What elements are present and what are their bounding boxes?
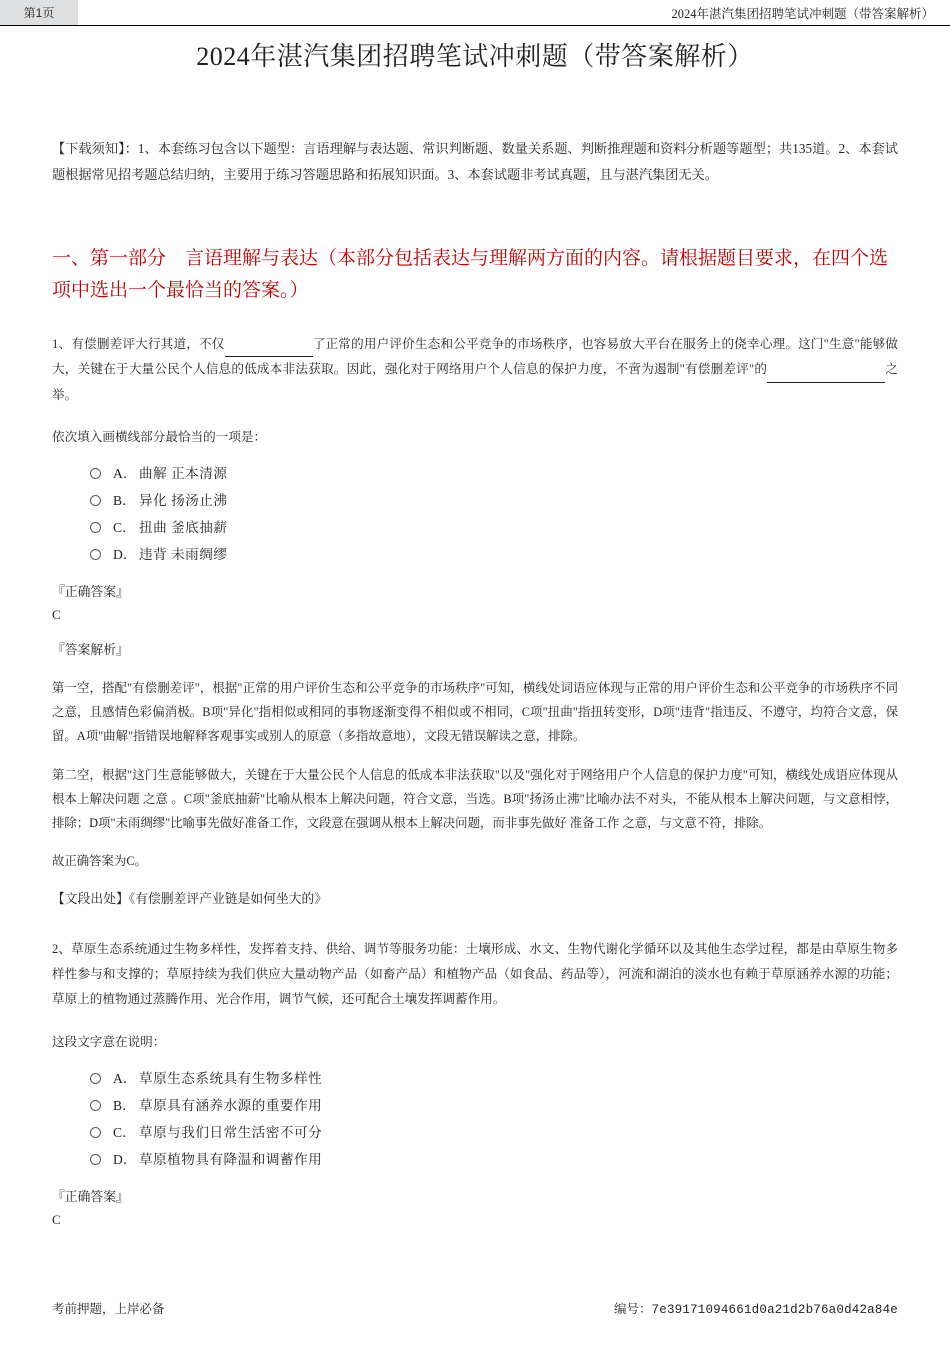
option-c-text: 扭曲 釜底抽薪 — [139, 520, 228, 536]
option-d-text: 违背 未雨绸缪 — [139, 547, 228, 563]
section-heading: 一、第一部分 言语理解与表达（本部分包括表达与理解两方面的内容。请根据题目要求，在四个选项中选出一个最恰当的答案。） — [52, 248, 889, 301]
question-2-answer-label: 『正确答案』 — [52, 1190, 129, 1205]
question-1-blank-2 — [767, 370, 885, 383]
radio-icon[interactable] — [90, 549, 101, 560]
question-2-stem-text: 草原生态系统通过生物多样性，发挥着支持、供给、调节等服务功能：土壤形成、水文、生物代谢化学循环以及其他生态学过程，都是由草原生物多样性参与和支撑的；草原持续为我们供应大量动物产品（如畜产品）和植物产品（如食品、药品等），河流和湖泊的淡水也有赖于草原涵养水源的功能；草原上的植物通过蒸腾作用、光合作用，调节气候，还可配合土壤发挥调蓄作用。 — [52, 942, 899, 1007]
question-2-options — [90, 1065, 898, 1174]
option-c-letter: C． — [113, 1124, 136, 1140]
question-1-number: 1、 — [52, 337, 72, 352]
option-c[interactable] — [90, 514, 898, 541]
question-1-stem-part3: 之举。 — [52, 362, 898, 402]
question-1-stem-part1: 有偿删差评大行其道，不仅 — [71, 337, 225, 352]
page-footer — [0, 1299, 950, 1321]
option-c-text: 草原与我们日常生活密不可分 — [139, 1124, 323, 1140]
question-2-prompt: 这段文字意在说明： — [52, 1034, 166, 1049]
question-1-answer: C — [52, 607, 61, 623]
question-1-options — [90, 460, 898, 569]
option-a[interactable] — [90, 1065, 898, 1092]
question-1-prompt: 依次填入画横线部分最恰当的一项是： — [52, 429, 267, 444]
option-b-text: 异化 扬汤止沸 — [139, 492, 228, 508]
option-d-letter: D． — [113, 1152, 137, 1168]
option-a-letter: A． — [113, 1070, 137, 1086]
question-1-analysis-p3: 故正确答案为C。 — [52, 854, 147, 869]
page-number-badge: 第1页 — [0, 0, 78, 25]
option-c-letter: C． — [113, 520, 136, 536]
radio-icon[interactable] — [90, 468, 101, 479]
footer-code-block — [614, 1299, 898, 1317]
question-1-analysis-label: 『答案解析』 — [52, 643, 129, 658]
option-b[interactable] — [90, 487, 898, 514]
radio-icon[interactable] — [90, 1127, 101, 1138]
question-1-stem — [52, 332, 898, 408]
question-1-answer-label: 『正确答案』 — [52, 585, 129, 600]
question-2-answer: C — [52, 1212, 61, 1228]
radio-icon[interactable] — [90, 1100, 101, 1111]
option-d-letter: D． — [113, 547, 137, 563]
option-a[interactable] — [90, 460, 898, 487]
radio-icon[interactable] — [90, 1154, 101, 1165]
radio-icon[interactable] — [90, 495, 101, 506]
question-2-number: 2、 — [52, 942, 72, 957]
question-2 — [52, 937, 898, 1231]
question-1-source — [52, 889, 898, 911]
radio-icon[interactable] — [90, 1073, 101, 1084]
download-notice: 【下载须知】：1、本套练习包含以下题型：言语理解与表达题、常识判断题、数量关系题、判断推理题和资料分析题等题型；共135道。2、本套试题根据常见招考题总结归纳，主要用于练习答题思路和拓展知识面。3、本套试题非考试真题，且与湛汽集团无关。 — [52, 141, 898, 182]
option-b-letter: B． — [113, 492, 136, 508]
question-1-source-label: 【文段出处】 — [52, 892, 129, 907]
question-1-stem-part2: 了正常的用户评价生态和公平竞争的市场秩序，也容易放大平台在服务上的侥幸心理。这门"生意"能够做大，关键在于大量公民个人信息的低成本非法获取。因此，强化对于网络用户个人信息的保护力度，不啻为遏制"有偿删差评"的 — [52, 337, 899, 377]
option-d-text: 草原植物具有降温和调蓄作用 — [139, 1152, 323, 1168]
option-b[interactable] — [90, 1092, 898, 1119]
footer-code-value: 7e39171094661d0a21d2b76a0d42a84e — [651, 1303, 898, 1317]
option-b-text: 草原具有涵养水源的重要作用 — [139, 1097, 323, 1113]
option-a-text: 曲解 正本清源 — [139, 465, 228, 481]
page-header — [0, 0, 950, 26]
option-d[interactable] — [90, 1146, 898, 1173]
footer-slogan: 考前押题，上岸必备 — [52, 1302, 165, 1316]
question-2-stem — [52, 937, 898, 1013]
question-1-analysis-p1: 第一空，搭配"有偿删差评"，根据"正常的用户评价生态和公平竞争的市场秩序"可知，横线处词语应体现与正常的用户评价生态和公平竞争的市场秩序不同之意，且感情色彩偏消极。B项"异化"指相似或相同的事物逐渐变得不相似或不相同，C项"扭曲"指扭转变形，D项"违背"指违反、不遵守，均符合文意，保留。A项"曲解"指错误地解释客观事实或别人的原意（多指故意地），文段无错误解读之意，排除。 — [52, 680, 898, 744]
page-title: 2024年湛汽集团招聘笔试冲刺题（带答案解析） — [196, 42, 754, 71]
question-1-blank-1 — [225, 344, 313, 357]
running-title: 2024年湛汽集团招聘笔试冲刺题（带答案解析） — [671, 7, 934, 21]
option-b-letter: B． — [113, 1097, 136, 1113]
radio-icon[interactable] — [90, 522, 101, 533]
option-d[interactable] — [90, 541, 898, 568]
question-1-source-text: 《有偿删差评产业链是如何坐大的》 — [128, 892, 328, 907]
option-a-text: 草原生态系统具有生物多样性 — [139, 1070, 323, 1086]
footer-code-label: 编号： — [614, 1302, 652, 1316]
question-1 — [52, 332, 898, 911]
question-1-analysis-p2: 第二空，根据"这门生意能够做大，关键在于大量公民个人信息的低成本非法获取"以及"强化对于网络用户个人信息的保护力度"可知，横线处成语应体现从根本上解决问题 之意 。C项"釜底抽薪"比喻从根本上解决问题，符合文意，当选。B项"扬汤止沸"比喻办法不对头，不能从根本上解决问题，与文意相悖，排除；D项"未雨绸缪"比喻事先做好准备工作，文段意在强调从根本上解决问题，而非事先做好 准备工作 之意，与文意不符，排除。 — [52, 767, 898, 830]
document-content — [52, 136, 898, 1231]
option-a-letter: A． — [113, 465, 137, 481]
option-c[interactable] — [90, 1119, 898, 1146]
